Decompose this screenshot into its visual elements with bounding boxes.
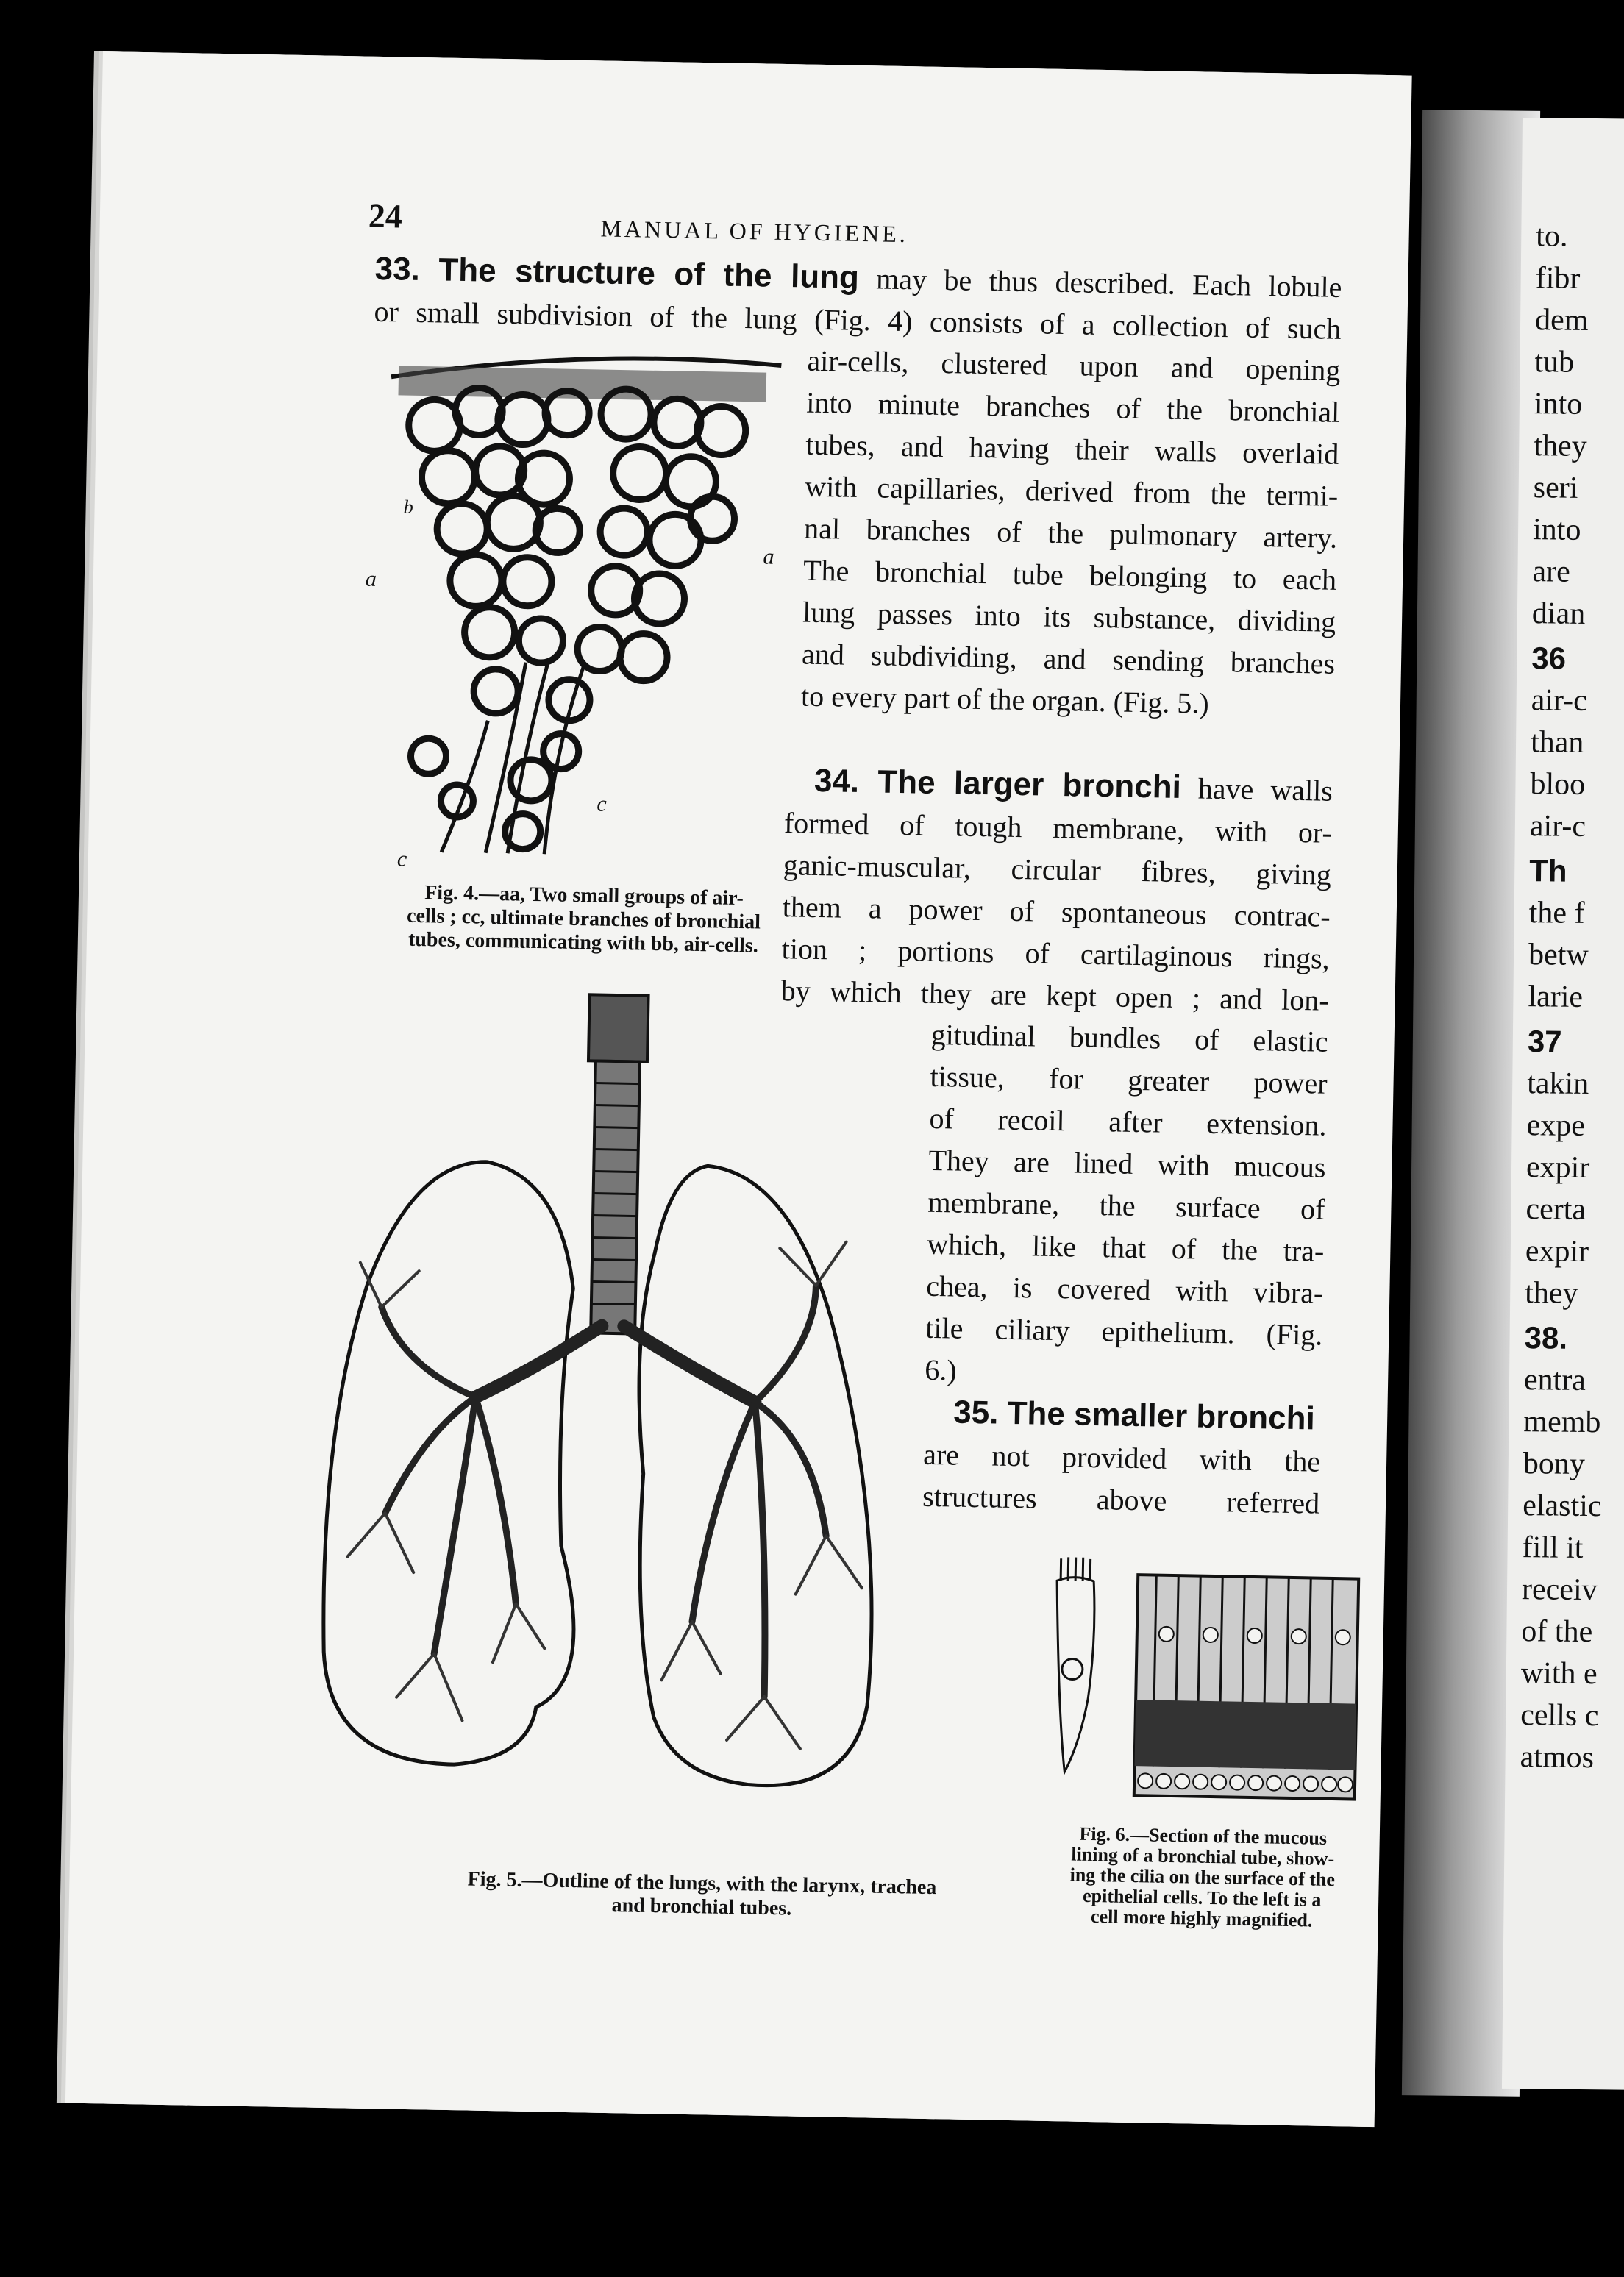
figure-6-caption: Fig. 6.—Section of the mucous lining of a bronchial tube, show- ing the cilia on the surface of the epithelial cells. To the left is a cell more highly magnified. <box>1069 1822 1336 1931</box>
facing-page-fragment: expe <box>1526 1108 1586 1143</box>
section-34-line-1: 34. The larger bronchi have walls <box>813 762 1333 808</box>
facing-page-fragment: expir <box>1525 1234 1589 1269</box>
facing-page-fragment: 38. <box>1524 1320 1568 1355</box>
section-33-line-1: 33. The structure of the lung may be thus described. Each lobule <box>374 250 1342 304</box>
section-33-heading: 33. The structure of the lung <box>374 250 860 296</box>
facing-page-fragment: larie <box>1528 980 1584 1014</box>
figure-4-air-cells <box>365 336 797 873</box>
facing-page-fragment: bloo <box>1530 767 1586 802</box>
figure-5-caption: Fig. 5.—Outline of the lungs, with the larynx, trachea and bronchial tubes. <box>467 1867 937 1920</box>
facing-page-fragment: the f <box>1528 896 1585 930</box>
section-33 <box>374 248 1342 350</box>
facing-page-fragment: to. <box>1536 219 1568 254</box>
fig4-label-c-right: c <box>596 791 607 816</box>
section-35: 35. The smaller bronchi are not provided with the structures above referred <box>922 1394 1321 1520</box>
book-page <box>65 51 1412 2127</box>
facing-page-fragment: betw <box>1528 938 1589 973</box>
facing-page-fragment: dem <box>1534 303 1589 338</box>
figure-5-lungs <box>305 953 969 1870</box>
facing-page-fragment: Th <box>1529 853 1567 888</box>
facing-page-fragment: they <box>1534 429 1587 463</box>
facing-page-fragment: elastic <box>1522 1489 1602 1524</box>
facing-page-fragment: fibr <box>1535 261 1581 296</box>
section-34: 34. The larger bronchi have walls formed of tough membrane, with or- ganic-muscular, circular fibres, giving them a power of spontaneous contrac- tion ; portions of cartilaginous rings, by which they are kept open ; and lon- <box>780 759 1333 1022</box>
facing-page-fragment: dian <box>1531 596 1586 631</box>
facing-page-fragment: expir <box>1525 1150 1590 1186</box>
facing-page-fragment: into <box>1534 387 1583 421</box>
facing-page-fragment: entra <box>1523 1363 1586 1397</box>
figure-6-epithelium <box>1041 1551 1370 1814</box>
facing-page-fragment: into <box>1532 513 1581 547</box>
facing-page-fragment: cells c <box>1520 1698 1599 1733</box>
facing-page-fragment: atmos <box>1520 1740 1595 1775</box>
facing-page-fragment: certa <box>1525 1192 1586 1227</box>
facing-page-fragment: 36 <box>1531 641 1567 676</box>
fig4-label-a-right: a <box>763 544 774 569</box>
facing-page-fragment: takin <box>1527 1066 1589 1102</box>
facing-page-fragment: 37 <box>1527 1024 1562 1059</box>
facing-page-fragment: with e <box>1520 1656 1598 1692</box>
facing-page-fragment: than <box>1530 725 1584 760</box>
facing-page-fragment: of the <box>1521 1614 1593 1650</box>
facing-page-fragment: tub <box>1534 345 1575 380</box>
running-head: MANUAL OF HYGIENE. <box>600 215 909 248</box>
section-33-line-2: or small subdivision of the lung (Fig. 4) consists of a collection of such <box>374 294 1342 346</box>
facing-page-fragment: memb <box>1523 1405 1601 1440</box>
fig4-label-a-left: a <box>365 566 377 591</box>
page-number: 24 <box>368 196 403 235</box>
facing-page <box>1502 118 1624 2090</box>
section-34-heading: 34. The larger bronchi <box>813 762 1182 806</box>
facing-page-fragment: they <box>1525 1276 1578 1311</box>
figure-4-caption: Fig. 4.—aa, Two small groups of air- cells ; cc, ultimate branches of bronchial tubes, communicating with bb, air-cells. <box>406 881 761 958</box>
section-35-heading: 35. The smaller bronchi <box>952 1394 1316 1437</box>
facing-page-fragment: air-c <box>1529 809 1586 844</box>
section-34-column: gitudinal bundles of elastic tissue, for greater power of recoil after extension. They are lined with mucous membrane, the surface of which, like that of the tra- chea, is covered with vibra- tile ciliary epithelium. (Fig. 6.) <box>924 1017 1329 1387</box>
facing-page-fragment: receiv <box>1521 1572 1598 1608</box>
facing-page-fragment: air-c <box>1531 683 1588 718</box>
facing-page-fragment: fill it <box>1522 1531 1584 1565</box>
facing-page-fragment: seri <box>1533 471 1578 505</box>
facing-page-fragment: bony <box>1522 1447 1586 1481</box>
fig4-label-c-left: c <box>396 847 407 872</box>
section-33-column: air-cells, clustered upon and opening into minute branches of the bronchial tubes, and having their walls overlaid with capillaries, derived from the termi- nal branches of the pulmonary artery. The bronchial tube belonging to each lung passes into its substance, dividing and subdividing, and sending branches to every part of the organ. (Fig. 5.) <box>800 343 1341 720</box>
fig4-label-b: b <box>403 496 413 518</box>
facing-page-fragment: are <box>1532 555 1571 589</box>
